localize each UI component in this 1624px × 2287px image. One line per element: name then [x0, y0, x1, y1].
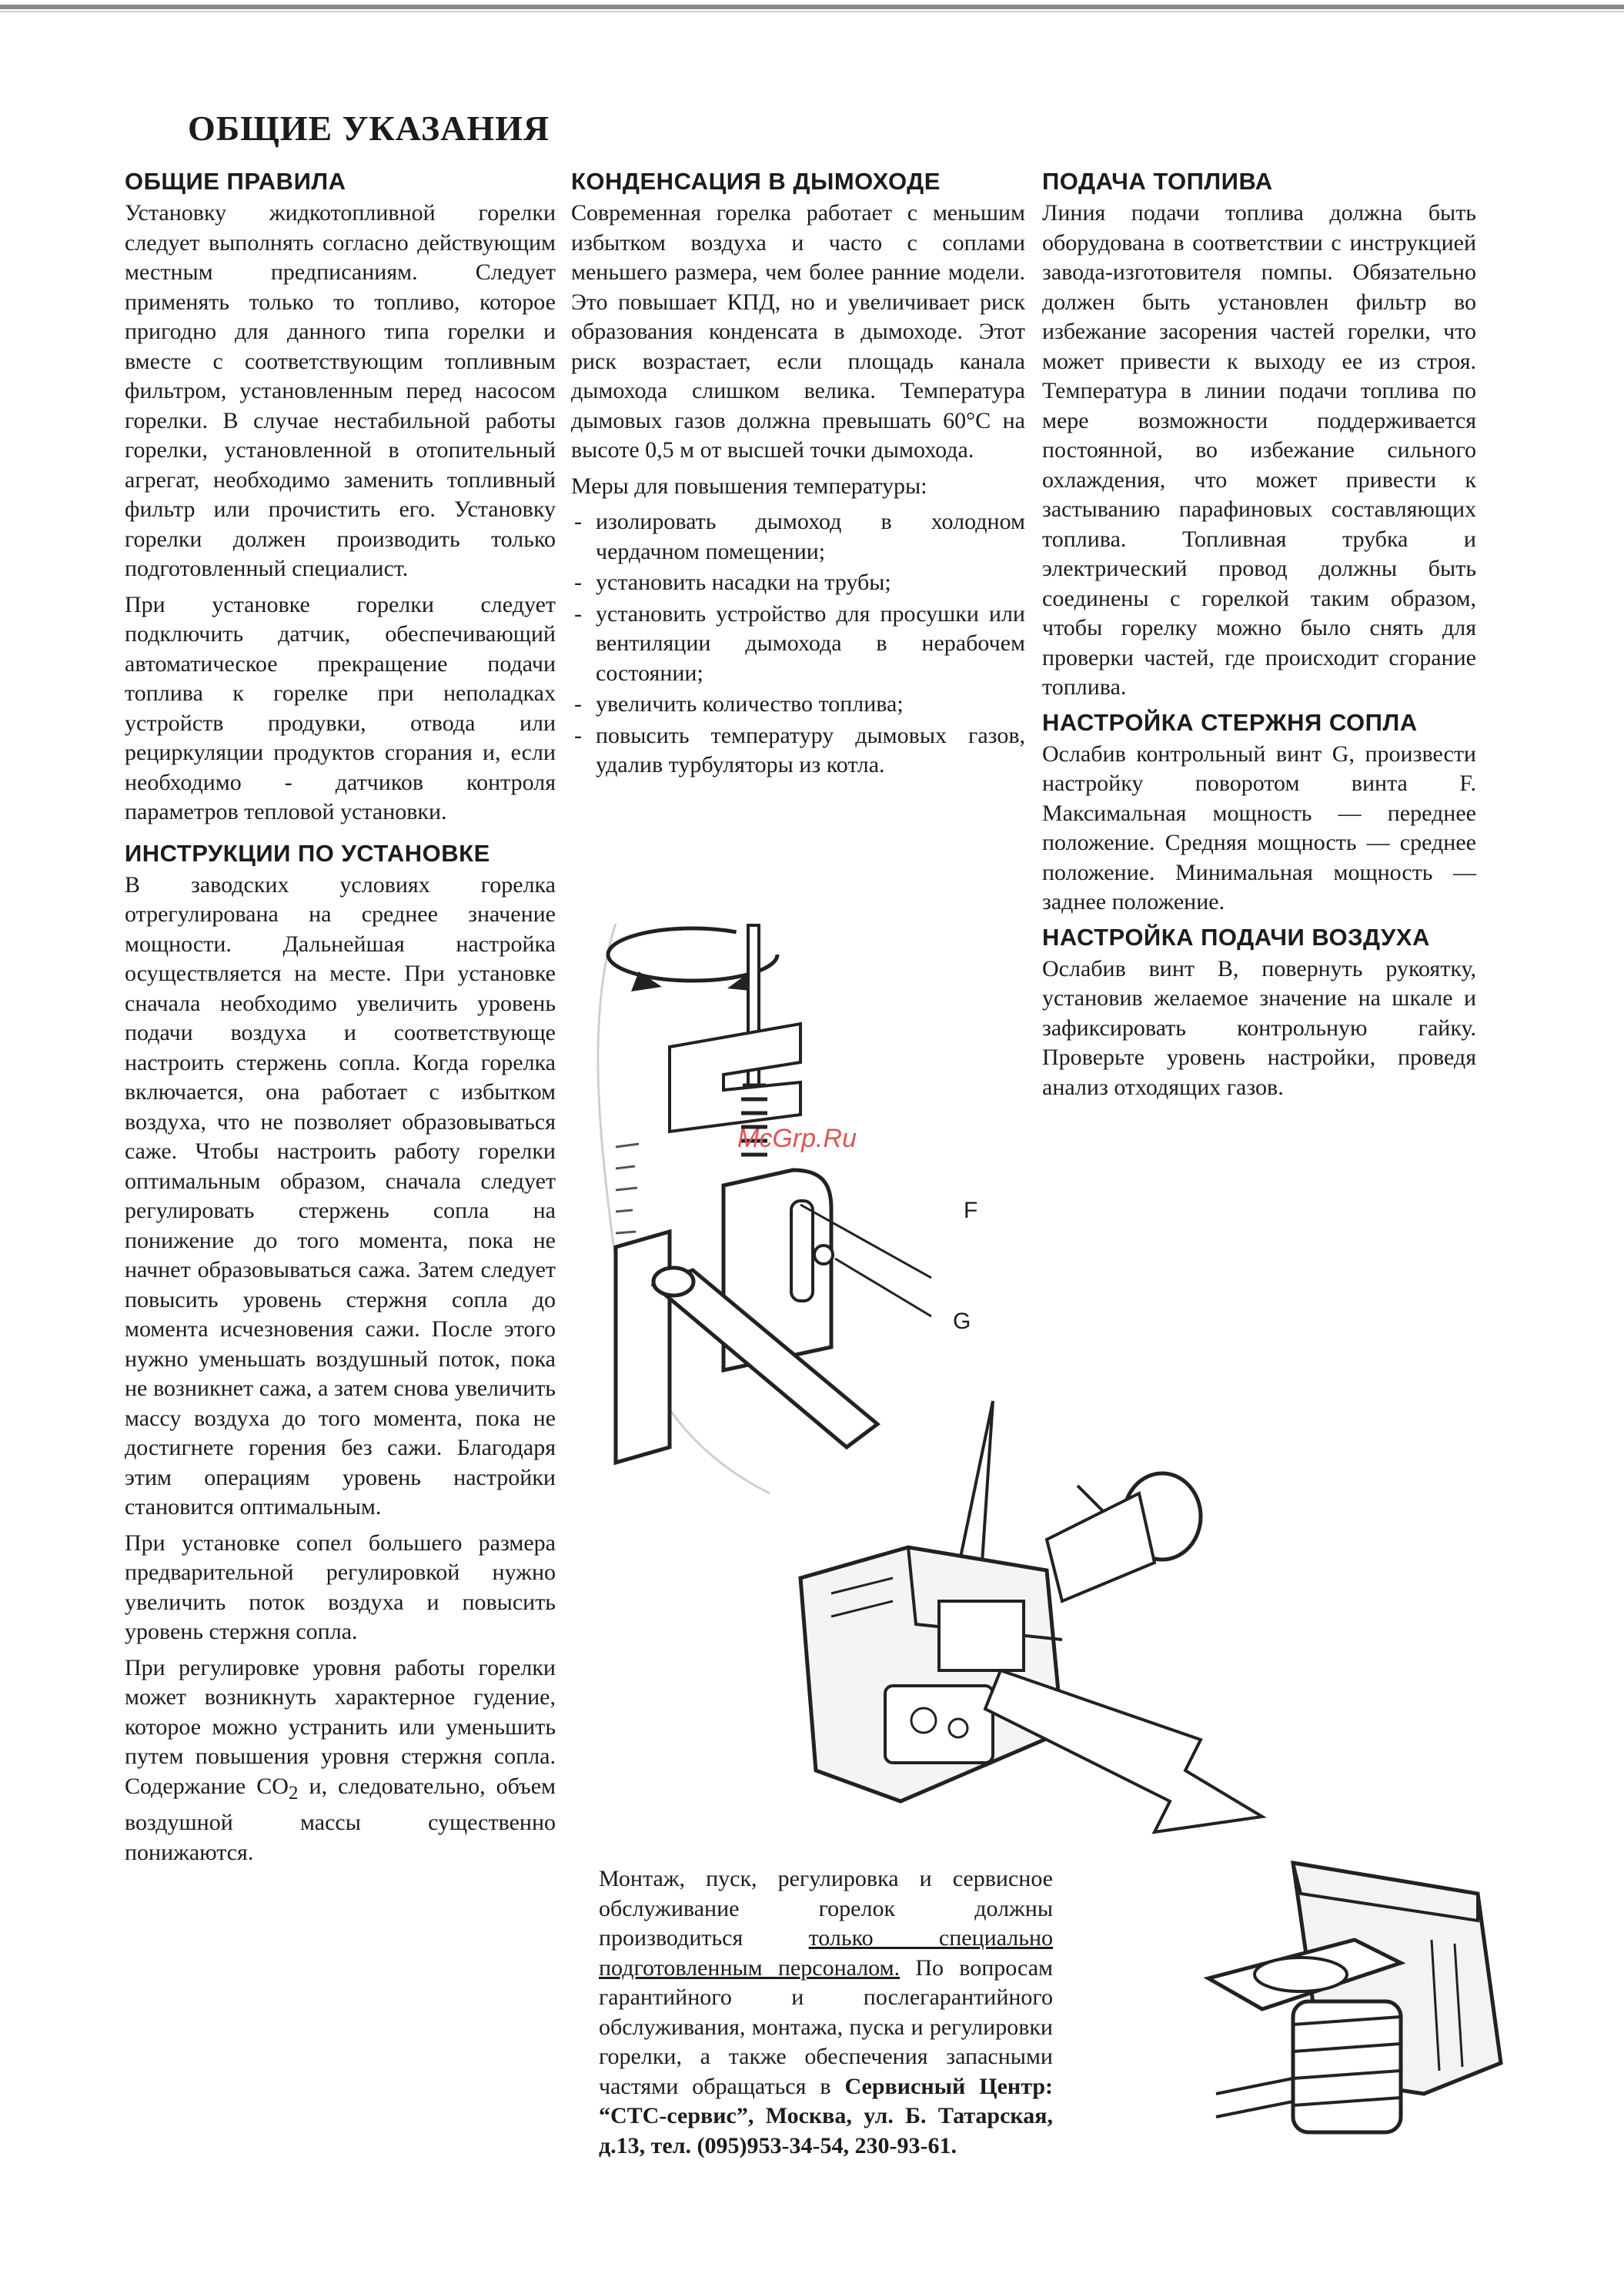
co2-subscript: 2	[288, 1782, 299, 1804]
heading-fuel-supply: ПОДАЧА ТОПЛИВА	[1042, 168, 1273, 195]
nozzle-rod-paragraph: Ослабив контрольный винт G, произвести настройку поворотом винта F. Максимальная мощность — переднее положение. Средняя мощность — среднее положение. Минимальная мощность — заднее положение.	[1042, 741, 1476, 914]
notice-part-1: Монтаж, пуск, регулировка и сервисное обслуживание горелок должны производиться	[599, 1866, 1053, 1951]
measure-item: - установить насадки на трубы;	[571, 568, 1025, 598]
adjustment-slot	[791, 1201, 813, 1301]
pump-fitting	[949, 1719, 967, 1737]
installation-paragraph-1: В заводских условиях горелка отрегулирована на среднее значение мощности. Дальнейшая настройка осуществляется на месте. При установке сначала необходимо увеличить уровень подачи воздуха и соответствующе настроить стержень сопла. Когда горелка включается, она работает с избытком воздуха, что не позволяет образовываться саже. Чтобы настроить работу горелки оптимальным образом, сначала следует регулировать стержень сопла на понижение до того момента, пока не начнет образовываться сажа. Затем следует повысить уровень стержня сопла до момента исчезновения сажи. После этого нужно уменьшать воздушный поток, пока не возникнет сажа, а затем снова увеличить массу воздуха до того момента, пока не достигнете горения без сажи. Благодаря этим операциям уровень настройки становится оптимальным.	[125, 871, 556, 1520]
measure-item: - увеличить количество топлива;	[571, 690, 1025, 720]
measure-item: - установить устройство для просушки или вентиляции дымохода в нерабочем состоянии;	[571, 600, 1025, 689]
measure-item: - повысить температуру дымовых газов, удалив турбуляторы из котла.	[571, 721, 1025, 781]
installation-paragraph-2: При установке сопел большего размера предварительной регулировкой нужно увеличить поток воздуха и повысить уровень стержня сопла.	[125, 1530, 556, 1644]
pump-fitting	[911, 1708, 936, 1733]
installation-p3-after: и, следовательно, объем воздушной массы существенно понижаются.	[125, 1773, 556, 1865]
scan-edge-shadow	[0, 11, 1624, 12]
heading-nozzle-rod: НАСТРОЙКА СТЕРЖНЯ СОПЛА	[1042, 708, 1418, 736]
tube-end-cap	[653, 1268, 693, 1296]
heading-condensation: КОНДЕНСАЦИЯ В ДЫМОХОДЕ	[571, 168, 941, 195]
heading-installation: ИНСТРУКЦИИ ПО УСТАНОВКЕ	[125, 839, 490, 867]
notice-part-2: По вопросам гарантийного и послегарантийного обслуживания, монтажа, пуска и регулировки горелки, а также обеспечения запасными частями обращаться в	[599, 1954, 1053, 2099]
heading-general-rules: ОБЩИЕ ПРАВИЛА	[125, 168, 346, 195]
installation-p3-before: При регулировке уровня работы горелки может возникнуть характерное гудение, которое можно устранить или уменьшить путем повышения уровня стержня сопла. Содержание CO	[125, 1654, 556, 1799]
air-flow-arrow-down	[985, 1670, 1262, 1832]
heading-air-supply: НАСТРОЙКА ПОДАЧИ ВОЗДУХА	[1042, 923, 1430, 951]
label-f: F	[964, 1198, 978, 1223]
fuel-supply-paragraph: Линия подачи топлива должна быть оборудована в соответствии с инструкцией завода-изготовителя помпы. Обязательно должен быть установлен фильтр во избежание засорения частей горелки, что может привести к выходу ее из строя. Температура в линии подачи топлива по мере возможности поддерживается постоянной, во избежание сильного охлаждения, что может привести к застыванию парафиновых составляющих топлива. Топливная трубка и электрический провод должны быть соединены с горелкой таким образом, чтобы горелку можно было снять для проверки частей, где происходит сгорание топлива.	[1042, 200, 1476, 700]
service-notice	[599, 1864, 1053, 2161]
column-left	[125, 168, 556, 1874]
label-g: G	[953, 1309, 971, 1334]
general-rules-paragraph-1: Установку жидкотопливной горелки следует выполнять согласно действующим местным предписаниям. Следует применять только то топливо, которое пригодно для данного типа горелки и вместе с соответствующим топливным фильтром, установленным перед насосом горелки. В случае нестабильной работы горелки, установленной в отопительный агрегат, необходимо заменить топливный фильтр или прочистить его. Установку горелки должен производить только подготовленный специалист.	[125, 200, 556, 581]
fan-vanes	[1216, 2078, 1293, 2117]
page-title: ОБЩИЕ УКАЗАНИЯ	[188, 109, 550, 148]
control-box	[939, 1601, 1024, 1670]
air-supply-paragraph: Ослабив винт B, повернуть рукоятку, установив желаемое значение на шкале и зафиксировать контрольную гайку. Проверьте уровень настройки, проведя анализ отходящих газов.	[1042, 955, 1476, 1100]
condensation-paragraph: Современная горелка работает с меньшим избытком воздуха и часто с соплами меньшего размера, чем более ранние модели. Это повышает КПД, но и увеличивает риск образования конденсата в дымоходе. Этот риск возрастает, если площадь канала дымохода слишком велика. Температура дымовых газов должна превышать 60°С на высоте 0,5 м от высшей точки дымохода.	[571, 200, 1025, 463]
measure-item: - изолировать дымоход в холодном чердачном помещении;	[571, 507, 1025, 567]
damper-disk	[1255, 1958, 1347, 1991]
scan-edge-top	[0, 5, 1624, 9]
notice-service-center: Сервисный Центр: “СТС-сервис”, Москва, ул. Б. Татарская, д.13, тел. (095)953-34-54, 230-93-61.	[599, 2073, 1053, 2158]
mounting-flange	[616, 1232, 670, 1463]
screw-g-head	[814, 1245, 833, 1264]
screw-bracket	[670, 1024, 800, 1132]
watermark: McGrp.Ru	[737, 1124, 857, 1153]
column-middle	[571, 168, 1025, 782]
scale-marks	[616, 1144, 639, 1233]
measures-intro: Меры для повышения температуры:	[571, 473, 927, 499]
leader-line-g	[835, 1259, 931, 1316]
air-damper-illustration	[1201, 1847, 1532, 2171]
notice-underlined: только специально подготовленным персоналом.	[599, 1925, 1054, 1981]
general-rules-paragraph-2: При установке горелки следует подключить датчик, обеспечивающий автоматическое прекращение подачи топлива к горелке при неполадках устройств продувки, отвода или рециркуляции продуктов сгорания и, если необходимо - датчиков контроля параметров тепловой установки.	[125, 591, 556, 824]
installation-paragraph-3	[125, 1653, 556, 1868]
fuel-pump	[885, 1686, 993, 1763]
burner-illustration	[770, 1370, 1262, 1847]
measures-list	[571, 507, 1025, 781]
